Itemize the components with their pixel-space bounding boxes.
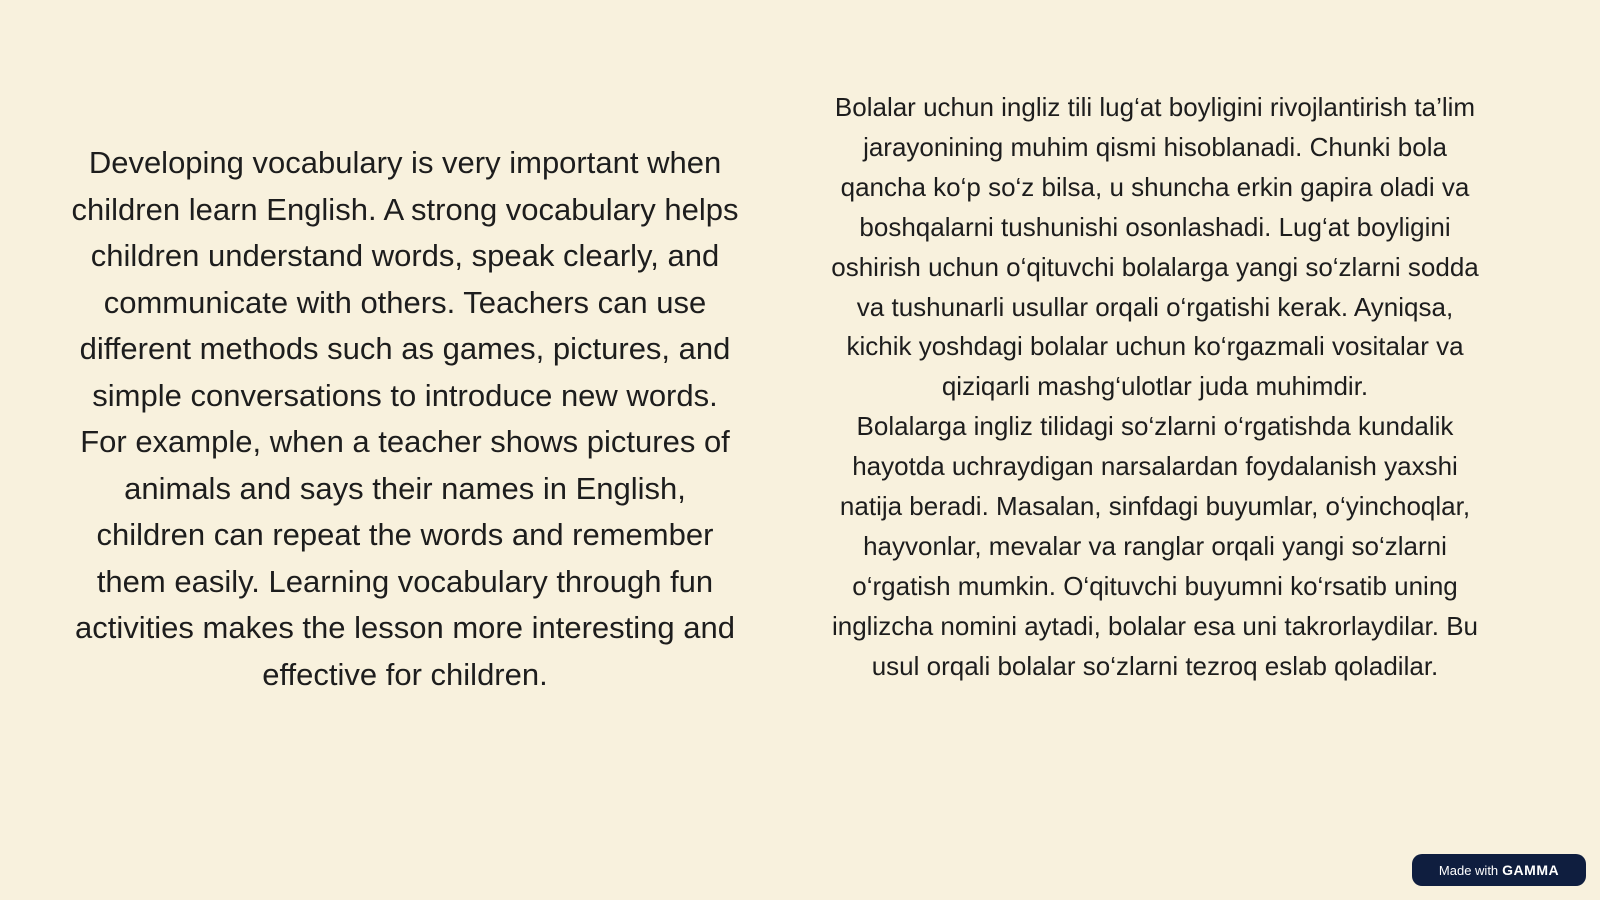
uzbek-paragraph-1: Bolalar uchun ingliz tili lug‘at boyligini rivojlantirish ta’lim jarayonining muhim qismi hisoblanadi. Chunki bola qancha ko‘p so‘z bilsa, u shuncha erkin gapira oladi va boshqalarni tushunishi osonlashadi. Lug‘at boyligini oshirish uchun o‘qituvchi bolalarga yangi so‘zlarni sodda va tushunarli usullar orqali o‘rgatishi kerak. Ayniqsa, kichik yoshdagi bolalar uchun ko‘rgazmali vositalar va qiziqarli mashg‘ulotlar juda muhimdir. [831, 92, 1479, 402]
right-column [825, 88, 1485, 687]
badge-made-with-label: Made with [1438, 862, 1499, 878]
english-paragraph: Developing vocabulary is very important when children learn English. A strong vocabulary helps children understand words, speak clearly, and communicate with others. Teachers can use different methods such as games, pictures, and simple conversations to introduce new words. For example, when a teacher shows pictures of animals and says their names in English, children can repeat the words and remember them easily. Learning vocabulary through fun activities makes the lesson more interesting and effective for children. [71, 145, 739, 692]
left-column [70, 140, 740, 698]
gamma-logo: GAMMA [1502, 862, 1560, 878]
made-with-gamma-badge[interactable] [1412, 854, 1586, 886]
uzbek-paragraph-2: Bolalarga ingliz tilidagi so‘zlarni o‘rgatishda kundalik hayotda uchraydigan narsalardan foydalanish yaxshi natija beradi. Masalan, sinfdagi buyumlar, o‘yinchoqlar, hayvonlar, mevalar va ranglar orqali yangi so‘zlarni o‘rgatish mumkin. O‘qituvchi buyumni ko‘rsatib uning inglizcha nomini aytadi, bolalar esa uni takrorlaydilar. Bu usul orqali bolalar so‘zlarni tezroq eslab qoladilar. [831, 411, 1478, 681]
